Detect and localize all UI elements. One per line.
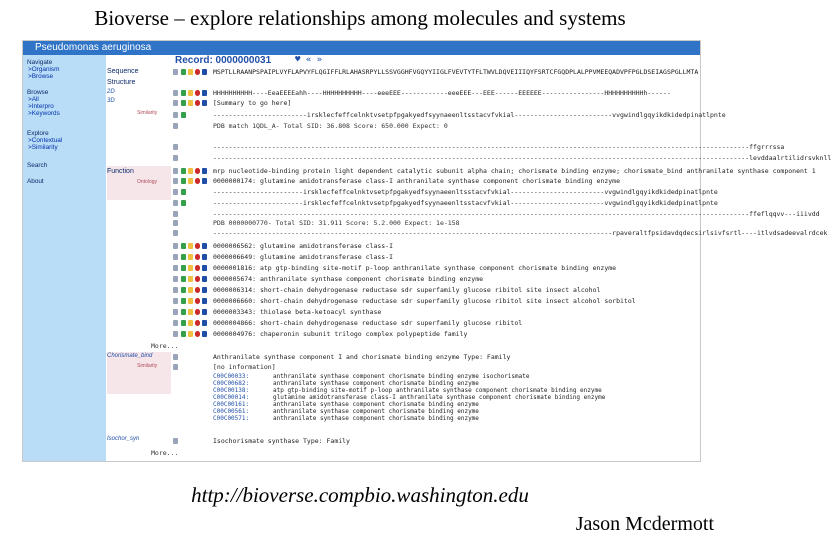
table-row-id[interactable]: C00C00014:: [213, 394, 250, 401]
row-tools[interactable]: [173, 168, 207, 175]
function-alignment-4: ------------------------------------------------------------------------------------------------------rpaveraltfpsidavdqdecsirlsivfsrtl----itlvdsadeevalrdcek: [213, 229, 828, 237]
organism-bar: [23, 41, 700, 55]
row-tools[interactable]: [173, 254, 207, 261]
list-item-text: 0000006314: short-chain dehydrogenase reductase sdr superfamily glucose ribitol site insect alcohol: [213, 286, 601, 294]
project-url[interactable]: http://bioverse.compbio.washington.edu: [191, 483, 529, 507]
function-row-b: [173, 188, 718, 197]
sidebar-item-contextual[interactable]: >Contextual: [28, 137, 63, 144]
row-tools[interactable]: [173, 331, 207, 338]
record-view: [107, 55, 831, 461]
ontology-tag[interactable]: Ontology: [137, 179, 158, 185]
more-link-2[interactable]: More...: [151, 449, 179, 457]
similarity-row-1: [173, 111, 726, 120]
function-alignment-1: -----------------------irsklecfeffcelnktvsetpfpgakyedfsyynaeenltsstacvfvkial------------------------vvgwindlgqyikdkidedpinatlpnte: [213, 188, 718, 196]
row-tools[interactable]: [173, 178, 207, 185]
sidebar-item-keywords[interactable]: >Keywords: [28, 110, 60, 117]
sidebar-explore-label[interactable]: Explore: [27, 130, 49, 137]
structure-3d-row: [173, 99, 700, 108]
section-3d[interactable]: 3D: [107, 98, 115, 104]
function-row-a: [173, 177, 700, 186]
section-isochor[interactable]: Isochor_syn: [107, 436, 140, 442]
row-tools[interactable]: [173, 320, 207, 327]
isochor-family-text: Isochorismate synthase Type: Family: [213, 437, 350, 445]
row-tools[interactable]: [173, 265, 207, 272]
sidebar-browse-label[interactable]: Browse: [27, 89, 49, 96]
table-row-desc: anthranilate synthase component chorismate binding enzyme: [273, 408, 479, 415]
structure-3d-text: [Summary to go here]: [213, 99, 292, 107]
function-row: [173, 167, 816, 176]
record-title: Record: 0000000031: [175, 55, 272, 66]
similarity-alignment-1: ------------------------irsklecfeffcelnktvsetpfpgakyedfsyynaeenltsstacvfvkial-------------------------vvgwindlgqyikdkidedpinatlpnte: [213, 111, 726, 119]
function-alignment-3: -----------------------------------------------------------------------------------------------------------------------------------------ffeflqqvv---iiivdd: [213, 210, 820, 218]
similarity-row-2: [173, 122, 700, 131]
table-row-id[interactable]: C00C00682:: [213, 380, 250, 387]
row-tools[interactable]: [173, 123, 207, 130]
row-tools[interactable]: [173, 287, 207, 294]
row-tools[interactable]: [173, 309, 207, 316]
list-item: [173, 275, 700, 284]
row-tools[interactable]: [173, 200, 207, 207]
row-tools[interactable]: [173, 69, 207, 76]
list-item: [173, 286, 700, 295]
sidebar-about[interactable]: About: [27, 178, 44, 185]
function-row-e: [173, 229, 828, 238]
sidebar: [23, 55, 106, 461]
row-tools[interactable]: [173, 276, 207, 283]
chorismate-noinfo-row: [173, 363, 700, 372]
row-tools[interactable]: [173, 243, 207, 250]
sidebar-navigate[interactable]: [27, 59, 59, 80]
structure-2d-text: HHHHHHHHHH----EeaEEEEahh----HHHHHHHHHH----eeeEEE------------eeeEEE---EEE------EEEEEE----------------HHHHHHHHHHh------: [213, 89, 671, 97]
slide-title: Bioverse – explore relationships among molecules and systems: [94, 6, 626, 30]
row-tools[interactable]: [173, 438, 207, 445]
bioverse-screenshot: [22, 40, 831, 462]
row-tools[interactable]: [173, 112, 207, 119]
function-row-d: [173, 210, 820, 219]
list-item: [173, 253, 700, 262]
sidebar-search[interactable]: Search: [27, 162, 48, 169]
row-tools[interactable]: [173, 220, 207, 227]
section-chorismate[interactable]: Chorismate_bind: [107, 353, 153, 359]
table-row-desc: glutamine amidotransferase class-I anthranilate synthase component chorismate binding enzyme: [273, 394, 606, 401]
list-item-text: 0000006660: short-chain dehydrogenase reductase sdr superfamily glucose ribitol site insect alcohol sorbitol: [213, 297, 636, 305]
list-item-text: 0000006562: glutamine amidotransferase class-I: [213, 242, 394, 250]
table-row-id[interactable]: C00C00161:: [213, 401, 250, 408]
isochor-family-row: [173, 437, 700, 446]
sidebar-item-organism[interactable]: >Organism: [28, 66, 60, 73]
record-nav[interactable]: ♥ « »: [295, 55, 323, 65]
row-tools[interactable]: [173, 155, 207, 162]
sidebar-item-similarity[interactable]: >Similarity: [28, 144, 58, 151]
function-pdb-match: PDB 0000000770- Total SID: 31.911 Score: 5.2.000 Expect: 1e-158: [213, 219, 460, 227]
similarity-alignment-3: -----------------------------------------------------------------------------------------------------------------------------------------levddaalrtilidrsvknll: [213, 154, 831, 162]
list-item: [173, 264, 700, 273]
sidebar-explore[interactable]: [27, 130, 62, 151]
list-item-text: 0000006649: glutamine amidotransferase class-I: [213, 253, 394, 261]
list-item-text: 0000001816: atp gtp-binding site-motif p-loop anthranilate synthase component chorismate binding enzyme: [213, 264, 617, 272]
sequence-row: [173, 68, 700, 77]
table-row-desc: anthranilate synthase component chorismate binding enzyme isochorismate: [273, 373, 530, 380]
structure-2d-row: [173, 89, 700, 98]
table-row-id[interactable]: C00C00561:: [213, 408, 250, 415]
sidebar-browse[interactable]: [27, 89, 60, 117]
more-link[interactable]: More...: [151, 342, 179, 350]
row-tools[interactable]: [173, 364, 207, 371]
sidebar-item-browse[interactable]: >Browse: [28, 73, 54, 80]
list-item: [173, 330, 700, 339]
table-row-id[interactable]: C00C00033:: [213, 373, 250, 380]
function-name: mrp nucleotide-binding protein light dependent catalytic subunit alpha chain; chorismate binding enzyme; chorismate_bind anthranilate synthase component 1: [213, 167, 816, 175]
chorismate-family-row: [173, 353, 700, 362]
list-item-text: 0000003343: thiolase beta-ketoacyl synthase: [213, 308, 382, 316]
row-tools[interactable]: [173, 211, 207, 218]
chorismate-noinfo-text: [no information]: [213, 363, 276, 371]
function-row-pdb: [173, 219, 700, 228]
function-ontology: 0000000174: glutamine amidotransferase class-I anthranilate synthase component chorismate binding enzyme: [213, 177, 620, 185]
similarity-alignment-2: -----------------------------------------------------------------------------------------------------------------------------------------ffgrrrssa: [213, 143, 785, 151]
list-item: [173, 319, 700, 328]
organism-name: Pseudomonas aeruginosa: [35, 42, 152, 53]
author-name: Jason Mcdermott: [575, 513, 714, 535]
list-item: [173, 297, 700, 306]
sidebar-item-all[interactable]: >All: [28, 96, 39, 103]
list-item-text: 0000004866: short-chain dehydrogenase reductase sdr superfamily glucose ribitol: [213, 319, 523, 327]
table-row-id[interactable]: C00C00138:: [213, 387, 250, 394]
similarity-row-4: [173, 154, 831, 163]
section-sequence[interactable]: Sequence: [107, 68, 139, 75]
similarity-pdb-match: PDB match 1QDL_A- Total SID: 36.808 Score: 650.000 Expect: 0: [213, 122, 448, 130]
similarity-tag[interactable]: Similarity: [137, 110, 158, 116]
row-tools[interactable]: [173, 144, 207, 151]
list-item: [173, 242, 700, 251]
row-tools[interactable]: [173, 354, 207, 361]
function-row-c: [173, 199, 718, 208]
list-item-text: 0000005674: anthranilate synthase component chorismate binding enzyme: [213, 275, 484, 283]
list-item-text: 0000004976: chaperonin subunit trilogo complex polypeptide family: [213, 330, 468, 338]
row-tools[interactable]: [173, 90, 207, 97]
section-structure[interactable]: Structure: [107, 79, 136, 86]
table-row-desc: anthranilate synthase component chorismate binding enzyme: [273, 401, 479, 408]
sidebar-item-interpro[interactable]: >Interpro: [28, 103, 54, 110]
record-header: [107, 55, 700, 67]
table-row-id[interactable]: C00C00571:: [213, 415, 250, 422]
row-tools[interactable]: [173, 230, 207, 237]
chorismate-family-text: Anthranilate synthase component I and chorismate binding enzyme Type: Family: [213, 353, 511, 361]
sequence-text: MSPTLLRAANPSPAIPLVYFLAPVYFLQGIFFLRLAHASRPYLLSSVGGHFVGQYYIIGLFVEVTYTFLTWVLDQVEIIIQYFSRTCFGQDPLALPPVMEEQADVPFPGLDSEIAGSPGLLMTA: [213, 68, 699, 76]
sidebar-navigate-label[interactable]: Navigate: [27, 59, 53, 66]
list-item: [173, 308, 700, 317]
similarity-tag-2[interactable]: Similarity: [137, 363, 158, 369]
table-row-desc: anthranilate synthase component chorismate binding enzyme: [273, 380, 479, 387]
function-alignment-2: -----------------------irsklecfeffcelnktvsetpfpgakyedfsyynaeenltsstacvfvkial------------------------vvgwindlgqyikdkidedpinatlpnte: [213, 199, 718, 207]
table-row-desc: atp gtp-binding site-motif p-loop anthranilate synthase component chorismate binding enzyme: [273, 387, 602, 394]
row-tools[interactable]: [173, 100, 207, 107]
section-2d[interactable]: 2D: [107, 89, 115, 95]
row-tools[interactable]: [173, 298, 207, 305]
row-tools[interactable]: [173, 189, 207, 196]
section-function[interactable]: Function: [107, 168, 134, 175]
table-row-desc: anthranilate synthase component chorismate binding enzyme: [273, 415, 479, 422]
similarity-row-3: [173, 143, 785, 152]
